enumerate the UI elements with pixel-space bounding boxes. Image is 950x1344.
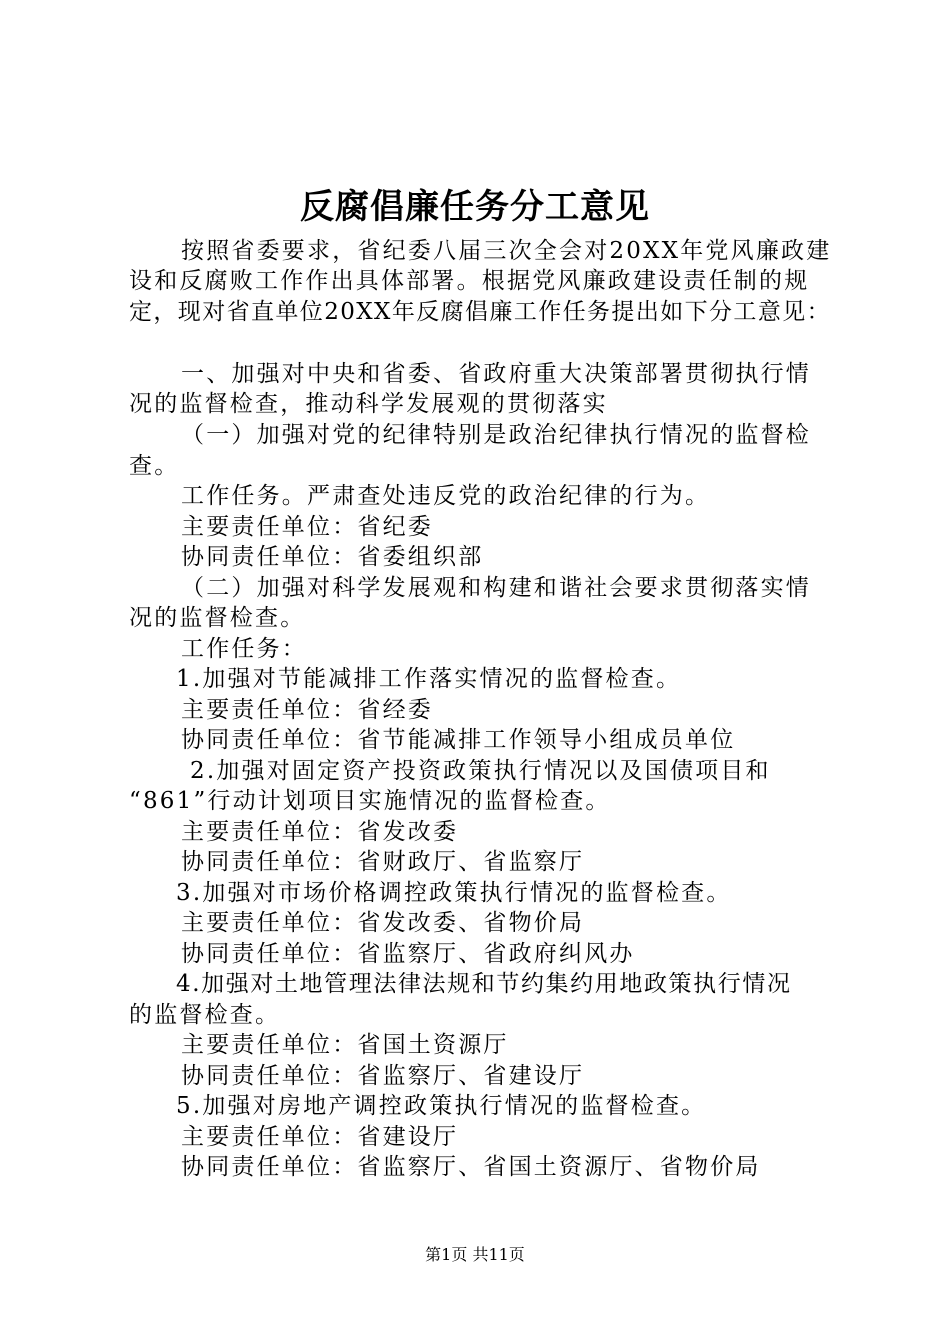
paragraph-line: 按照省委要求，省纪委八届三次全会对20XX年党风廉政建 — [181, 238, 832, 264]
subsection-heading-line: （二）加强对科学发展观和构建和谐社会要求贯彻落实情 — [181, 575, 811, 601]
section-heading-line: 况的监督检查，推动科学发展观的贯彻落实 — [129, 391, 608, 417]
primary-unit-line: 主要责任单位：省建设厅 — [181, 1124, 459, 1150]
subsection-heading-line: 查。 — [129, 453, 180, 479]
primary-unit-line: 主要责任单位：省经委 — [181, 697, 433, 723]
assisting-unit-line: 协同责任单位：省监察厅、省国土资源厅、省物价局 — [181, 1154, 761, 1180]
task-item-line: “861”行动计划项目实施情况的监督检查。 — [129, 788, 611, 814]
task-item-line: 2.加强对固定资产投资政策执行情况以及国债项目和 — [190, 758, 771, 784]
primary-unit-line: 主要责任单位：省发改委、省物价局 — [181, 910, 585, 936]
task-item-line: 4.加强对土地管理法律法规和节约集约用地政策执行情况 — [176, 971, 792, 997]
task-item-line: 3.加强对市场价格调控政策执行情况的监督检查。 — [176, 880, 732, 906]
subsection-heading-line: 况的监督检查。 — [129, 605, 306, 631]
paragraph-line: 定，现对省直单位20XX年反腐倡廉工作任务提出如下分工意见： — [129, 299, 832, 325]
primary-unit-line: 主要责任单位：省发改委 — [181, 819, 459, 845]
task-item-line: 的监督检查。 — [129, 1002, 281, 1028]
subsection-heading-line: （一）加强对党的纪律特别是政治纪律执行情况的监督检 — [181, 422, 811, 448]
page-number-footer: 第1页 共11页 — [425, 1245, 525, 1264]
primary-unit-line: 主要责任单位：省国土资源厅 — [181, 1032, 509, 1058]
task-item-line: 1.加强对节能减排工作落实情况的监督检查。 — [176, 666, 682, 692]
document-title: 反腐倡廉任务分工意见 — [300, 187, 650, 227]
task-line: 工作任务。严肃查处违反党的政治纪律的行为。 — [181, 483, 711, 509]
assisting-unit-line: 协同责任单位：省委组织部 — [181, 544, 484, 570]
primary-unit-line: 主要责任单位：省纪委 — [181, 514, 433, 540]
section-heading-line: 一、加强对中央和省委、省政府重大决策部署贯彻执行情 — [181, 361, 811, 387]
assisting-unit-line: 协同责任单位：省财政厅、省监察厅 — [181, 849, 585, 875]
task-item-line: 5.加强对房地产调控政策执行情况的监督检查。 — [176, 1093, 707, 1119]
assisting-unit-line: 协同责任单位：省监察厅、省政府纠风办 — [181, 941, 635, 967]
task-line: 工作任务： — [181, 636, 307, 662]
paragraph-line: 设和反腐败工作作出具体部署。根据党风廉政建设责任制的规 — [129, 268, 810, 294]
assisting-unit-line: 协同责任单位：省节能减排工作领导小组成员单位 — [181, 727, 736, 753]
assisting-unit-line: 协同责任单位：省监察厅、省建设厅 — [181, 1063, 585, 1089]
